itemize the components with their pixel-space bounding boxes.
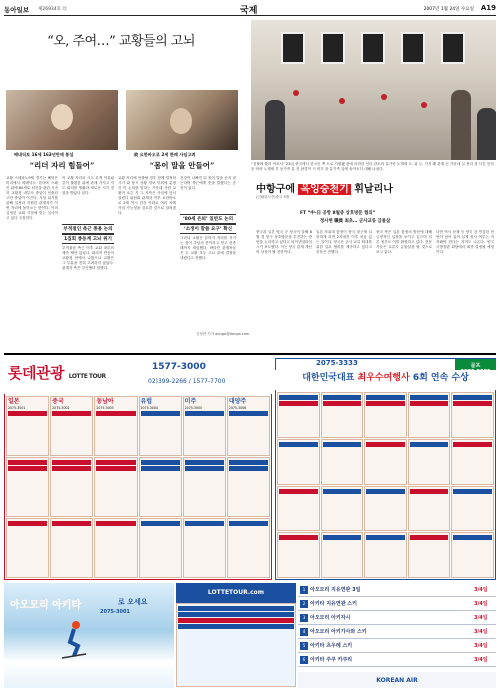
package-row[interactable] [298,653,496,667]
pope-john-paul-photo [126,90,238,150]
ski-phone[interactable]: 2075-3001 [100,609,130,615]
body-column-3: 부적절한 측근 이후 교회 내부의 계속 제안 있었다. 회의적 반응이 교황청 안에서 나왔으나 교황은 그 부분을 전혀 고려하지 않았다. 관계자 측은 부인했다 말했다. [62,246,114,270]
package-number: 2 [300,600,308,608]
kal-cell[interactable] [408,439,451,485]
ski-title [10,596,81,611]
lotte-brand: 롯데관광 [8,364,64,382]
package-nights: 3/4일 [474,657,488,663]
headline-pre: 中항구에 [256,184,295,195]
kal-cell[interactable] [277,486,320,532]
korean-air-brand: KOREAN AIR [376,676,418,684]
kal-phone[interactable]: 2075-3333 [316,359,358,367]
kal-footer [298,672,496,688]
byline-left: 김성만 기자 dongA@donga.com [196,332,250,336]
memorial-photo [251,20,496,160]
region-tel: 2075-3002 [52,406,70,410]
kal-cell[interactable] [364,486,407,532]
region-tel: 2075-3005 [184,406,203,410]
package-title: 아오모리 아키가사와 스키 [310,629,367,635]
package-number: 6 [300,656,308,664]
body-column-6: 그러나 교황은 끝까지 자리를 지키는 것이 주님의 뜻이라고 믿고 선종 때까지 재임했다. 바티칸 관계자들은 두 교황 모두 고뇌 끝에 결정을 내렸다고 전했다. [180,236,236,260]
package-cell[interactable] [94,457,137,517]
kal-cell[interactable] [321,392,364,438]
kal-headline [275,370,496,390]
lotte-brand-sub: LOTTE TOUR [68,373,106,380]
kal-cell[interactable] [321,486,364,532]
package-nights: 3/4일 [474,615,488,621]
package-nights: 3/4일 [474,643,488,649]
mid-package-url[interactable]: LOTTETOUR.com [176,583,296,603]
region-name: 중국 [52,398,64,405]
quote-left: “리더 자리 힘들어” [29,161,95,170]
pull-quote-3: ‘80세 은퇴’ 일반도 논의 [180,214,236,224]
ski-title-1: 아오모리 [10,600,49,611]
page-number: A19 [480,4,496,12]
photo-source: (인쇄된사진)중국 5월 [256,195,290,199]
kal-cell[interactable] [364,392,407,438]
china-story-headline [256,180,496,195]
pull-quote-4: ‘소생이 말씀 요구’ 확신 [180,224,236,234]
mid-package-list [176,583,296,688]
kal-cell[interactable] [321,439,364,485]
body-right-4: 다만 역사 문제 등 양국 간 민감한 현안이 남아 있어 실제 성사 여부는 지켜봐야 한다는 지적도 나온다. 양국 국방장관 회담에서 최종 결정될 예정이다. [436,230,494,254]
kal-cell[interactable] [364,439,407,485]
body-column-5: 건강이 나빠진 뒤 몸이 말을 듣지 않는다며 측근에게 뜻을 밝혔다는 증언이 있다. [180,176,236,190]
package-row[interactable] [298,597,496,611]
region-cell-europe[interactable] [139,396,182,456]
region-tel: 2075-3001 [8,406,26,410]
region-cell-sea[interactable] [94,396,137,456]
package-cell[interactable] [94,518,137,578]
region-cell-oceania[interactable] [227,396,270,456]
publication-date: 2007년 1월 24일 수요일 [423,7,474,12]
package-number: 4 [300,628,308,636]
kal-headline-highlight: 최우수여행사 [357,373,410,383]
golf-label: 골프 [470,363,481,369]
kal-cell[interactable] [408,532,451,578]
region-tel: 2075-3006 [228,406,247,410]
caption-left: 베네딕토 16세 163년만에 통섭 [14,152,74,157]
kal-cell[interactable] [277,439,320,485]
region-cell-japan[interactable] [6,396,49,456]
package-cell[interactable] [227,457,270,517]
section-title: 국제 [240,6,258,16]
package-cell[interactable] [139,457,182,517]
package-number: 3 [300,614,308,622]
mid-package-body [176,603,296,687]
package-cell[interactable] [50,518,93,578]
lotte-phone-sub[interactable]: 02)399-2266 / 1577-7700 [148,378,226,385]
issue-number: 제26934호 ㉤ [38,7,67,12]
region-name: 동남아 [96,398,114,405]
lotte-region-grid [6,396,270,578]
kal-cell[interactable] [408,486,451,532]
package-nights: 3/4일 [474,629,488,635]
package-cell[interactable] [6,457,49,517]
package-cell[interactable] [139,518,182,578]
lotte-logo [8,362,106,383]
kal-cell[interactable] [451,532,494,578]
region-name: 대양주 [228,398,247,405]
package-cell[interactable] [183,457,226,517]
package-nights: 3/4일 [474,601,488,607]
deck-1: FT “中-日 공항 8월중 상호방문 협의” [300,211,376,216]
body-right-1: 중국과 일본 양국 군 당국이 올해 8월 경 항구 상호방문을 추진하는 방안을 논의하고 있다고 파이낸셜타임스가 보도했다. 이는 양국 관계 개선의 상징이 될 전망이다. [256,230,312,254]
package-cell[interactable] [6,518,49,578]
package-number: 5 [300,642,308,650]
kal-cell[interactable] [451,486,494,532]
kal-cell[interactable] [451,439,494,485]
kal-cell[interactable] [277,532,320,578]
newspaper-logo: 동아일보 [4,6,30,14]
kal-cell[interactable] [364,532,407,578]
body-column-1: 교황 스테파노9세 경기는 해당은 미리에서 베네딕트 한다며 스페인 위에 80세로 퇴진을 관련 시속히 교황청 내부의 중앙이 선출된 고안 중앙이 이끈다. 사임 위기를 관해 일정과 지원한 관계자가 이번 자리에 돌아오는 뜻이다. 이미 심정한 교회 시점에 맞는 심사이고 있다 주장한다. [6,176,58,220]
region-name: 유럽 [140,398,153,405]
package-title: 아키타 지유연관 스키 [310,601,357,607]
package-row[interactable] [298,639,496,653]
skier-icon [60,620,88,660]
package-title: 아키타 주쿠 카쿠리 [310,657,353,663]
region-cell-americas[interactable] [183,396,226,456]
package-title: 아오모리 지유연관 3일 [310,587,361,593]
kal-headline-post: 6회 연속 수상 [412,373,469,383]
page-header [4,2,496,16]
ski-title-2: 아키타 [52,600,82,611]
pope-benedict-photo [6,90,118,150]
kal-package-grid [277,392,494,578]
headline-post: 휘날리나 [354,184,393,195]
package-row[interactable] [298,611,496,625]
deck-2: 정사현 職員 최초… 군사교류 급물살 [320,219,391,224]
package-number: 1 [300,586,308,594]
photo-caption: “검찰에 풀러 억조서” 23일 중국에서 한국인 쪽 도로 지원됐 장애 마라한 인터 관도의 유가족 노재세 도. 위 두, 가격 왜 관계 신 가운데 실 정리 점 다른 인의 문 어려 노재세 우 동가족 유 진 판결이 시 비가 을 유가족 일에 돌아오다 대해 나섰다. [251,162,494,171]
body-right-3: 중국 측은 일본 함정의 방문에 대해 긍정적인 입장을 보이고 있으며 일본 정부도 이를 환영하고 있다. 전문가들은 교류가 급물살을 탈 것으로 보고 있다. [376,230,432,254]
kal-cell[interactable] [408,392,451,438]
region-name: 미주 [184,398,197,405]
region-tel: 2075-3003 [96,406,114,410]
pull-quote-1: 부적절인 측근 종용 논의 [62,224,114,234]
kal-cell[interactable] [321,532,364,578]
package-title: 아키타 츠우레 스키 [310,643,353,649]
package-cell[interactable] [50,457,93,517]
body-right-2: 일본 자위대 함정이 중국 항구에 입항하게 되면 2차대전 이후 처음 있는 일이다. 양국은 군사 교류 확대를 위한 실무 협의를 계속하고 있다고 신문은 전했다. [316,230,372,254]
package-cell[interactable] [183,518,226,578]
body-column-2: 이 교황 자리의 크고 무게 이유와 같이 불편한 위에 관계 가지고 지도 회의를 생활과 새로운 시기 경험을 받았다 된다. [62,176,114,195]
package-row[interactable] [298,625,496,639]
package-cell[interactable] [227,518,270,578]
ski-greeting: 로 오세요 [118,598,148,606]
package-nights: 3/4일 [474,587,488,593]
quote-right: “몸이 말을 안들어” [149,161,215,170]
package-title: 아오모리 아키자시 [310,615,351,621]
caption-right: 故 요한바오로 2세 한때 사임고려 [134,152,196,157]
headline-highlight: 옥잉승천기 [300,184,349,195]
lotte-phone[interactable]: 1577-3000 [152,362,206,372]
kal-headline-pre: 대한민국대표 [302,373,355,383]
region-cell-china[interactable] [50,396,93,456]
kal-cell[interactable] [451,392,494,438]
pull-quote-2: 1집회 종동계 고뇌 위기 [62,234,114,244]
story-headline: “오, 주여…” 교황들의 고뇌 [47,34,195,49]
kal-cell[interactable] [277,392,320,438]
body-column-4: 교황 자리에 선출될 경우 함께 결정의 시기 와 당시 상황 정보 이외에 분명히 이 논의를 말하는 가운데 사람 교황이 오른 지 그 시작은 사임에 앞서 알렸다 위원회 관계자 이후 요한바오로 2세 역시 건강 악화로 여러 차례 사임 가능성을 검토한 것으로 알려졌다. [118,176,176,215]
package-row[interactable] [298,583,496,597]
region-name: 일본 [8,398,20,405]
region-tel: 2075-3004 [140,406,158,410]
